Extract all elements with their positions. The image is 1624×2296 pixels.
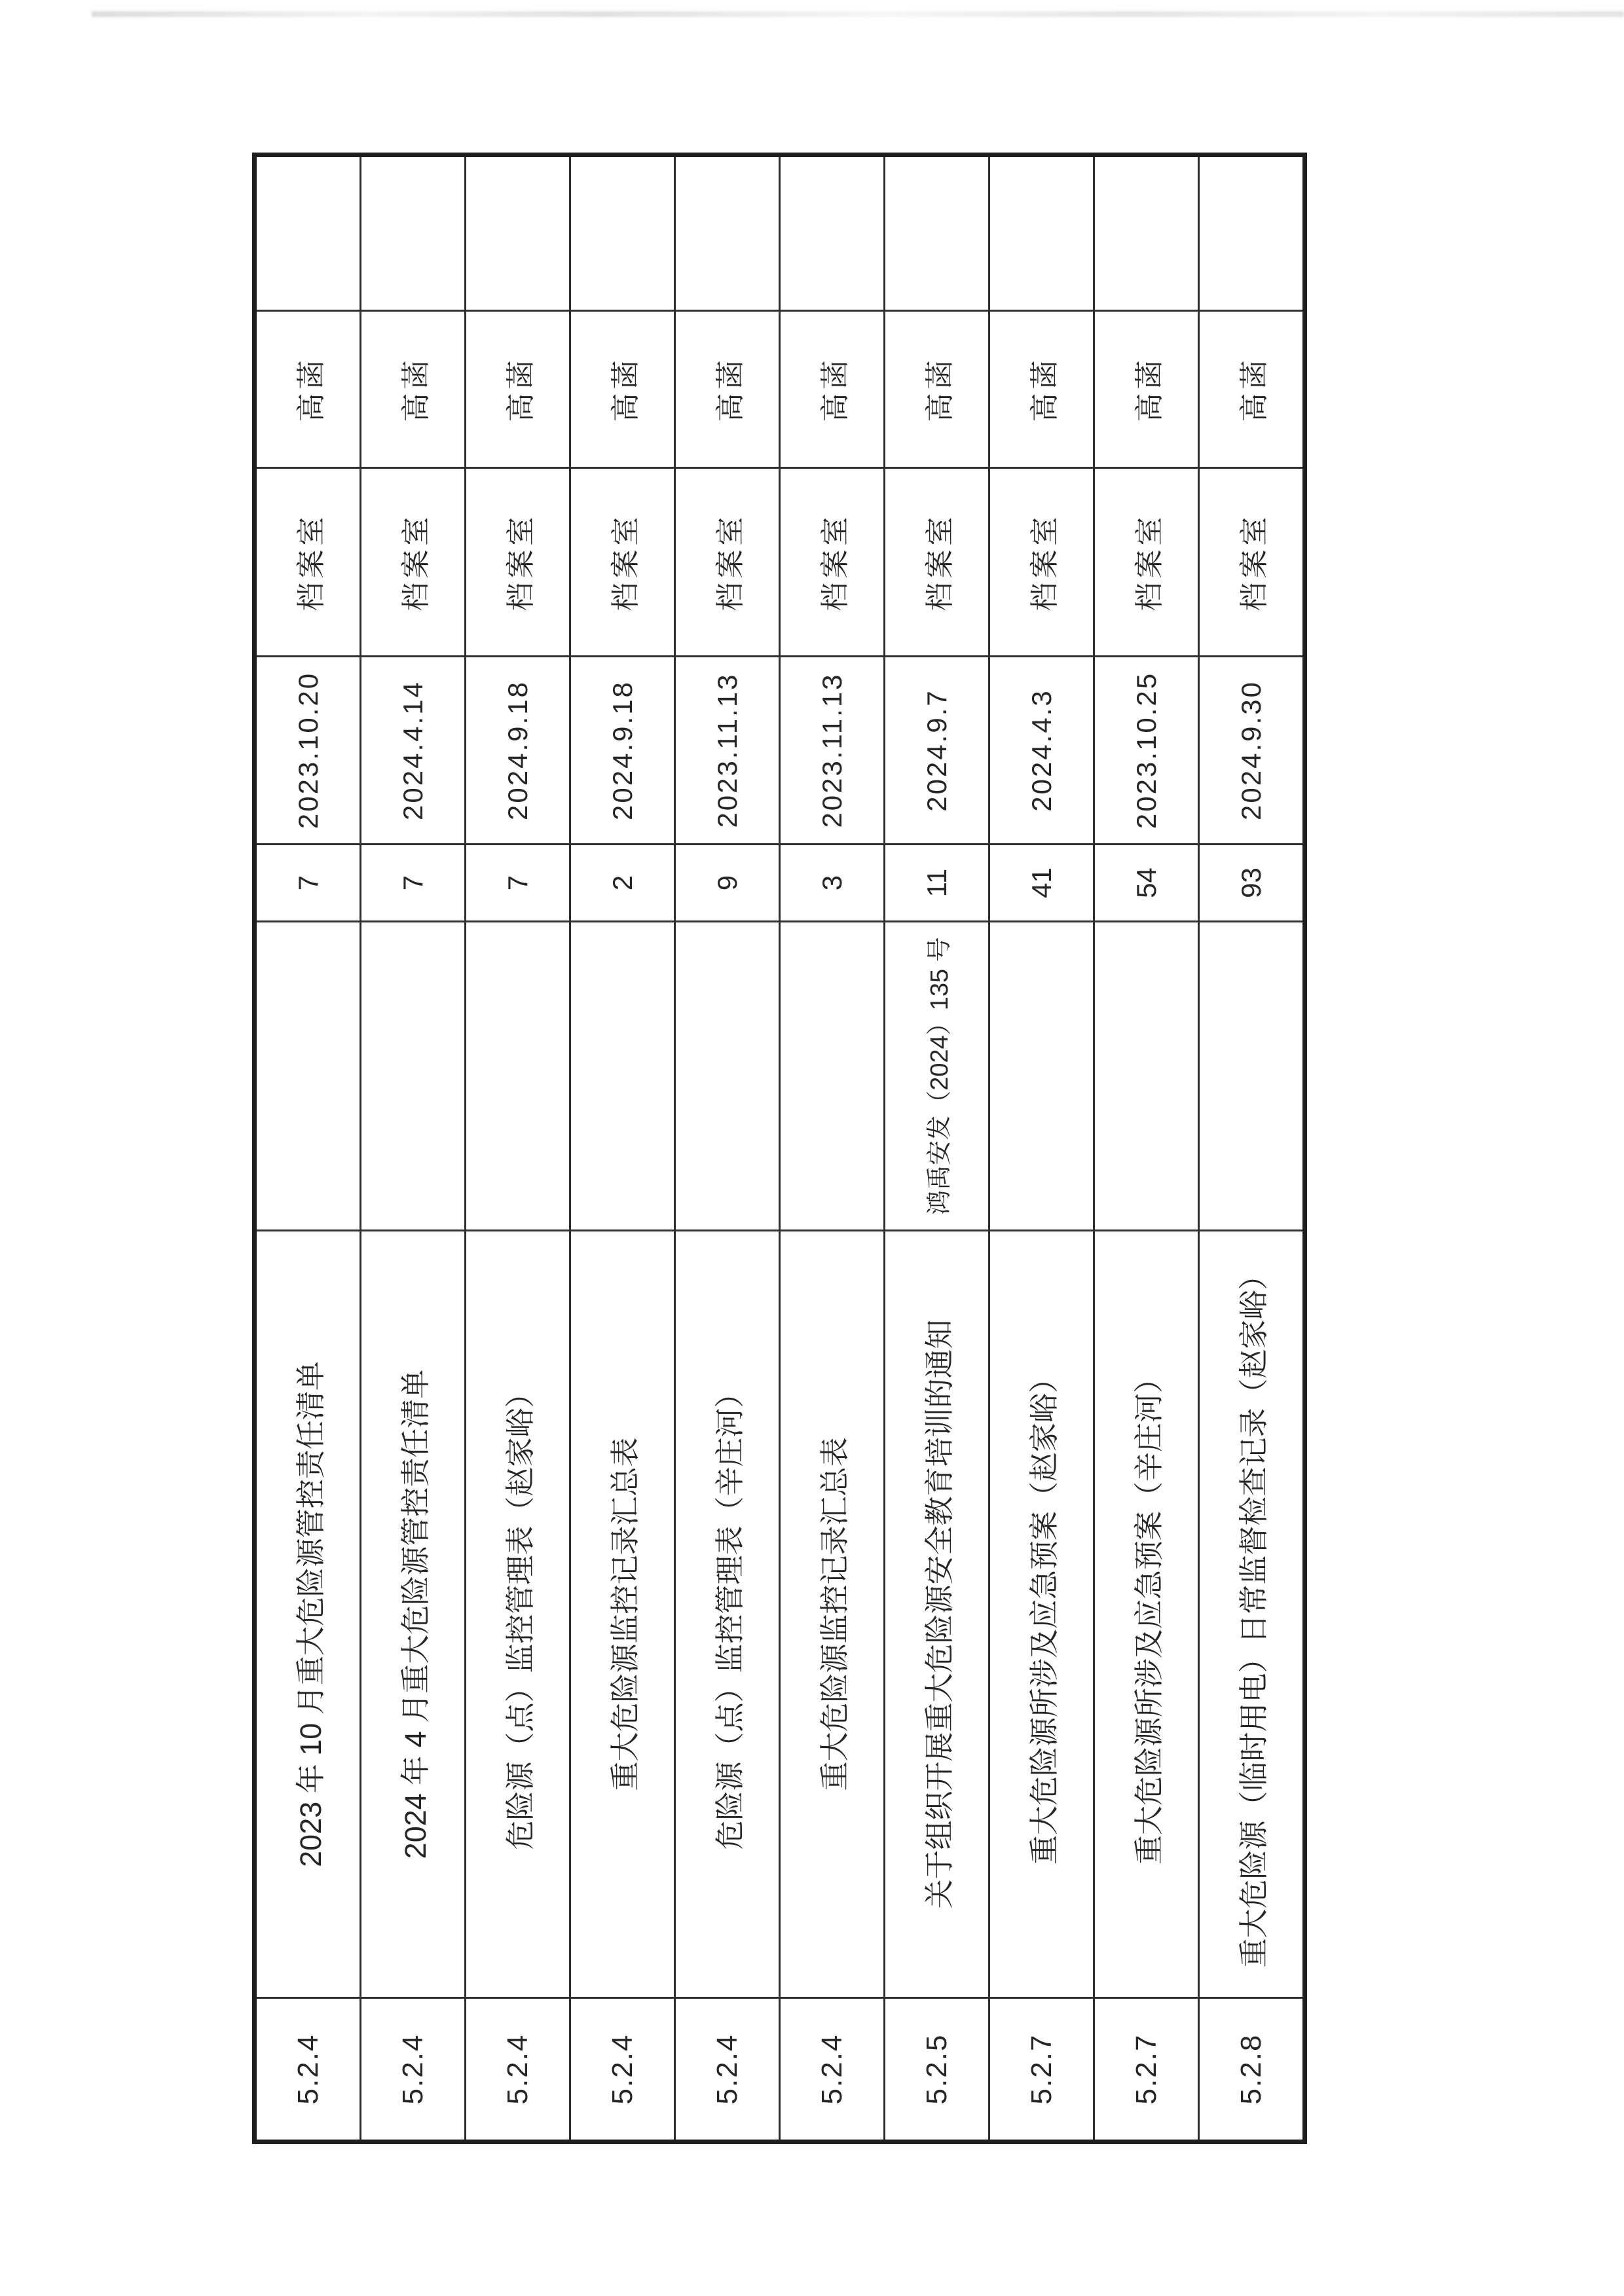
rotated-table-region: [252, 156, 1282, 2144]
date-cell: 2024.9.30: [1199, 657, 1305, 845]
handler-name-cell: 高菡: [780, 311, 885, 468]
sheet-count-cell: 3: [780, 845, 885, 922]
storage-location-cell: 档案室: [989, 468, 1094, 657]
table-row: [570, 155, 675, 2142]
sheet-count-cell: 7: [255, 845, 361, 922]
sheet-count-cell: 9: [675, 845, 780, 922]
handler-name-cell: 高菡: [255, 311, 361, 468]
date-cell: 2024.9.7: [885, 657, 989, 845]
index-code-cell: 5.2.8: [1199, 1998, 1305, 2142]
document-title-cell: 重大危险源所涉及应急预案（赵家峪）: [989, 1231, 1094, 1998]
document-number-cell: [989, 922, 1094, 1231]
table-row: [255, 155, 361, 2142]
document-title-cell: 2024 年 4 月重大危险源管控责任清单: [361, 1231, 466, 1998]
handler-name-cell: 高菡: [989, 311, 1094, 468]
handler-name-cell: 高菡: [885, 311, 989, 468]
index-code-cell: 5.2.4: [675, 1998, 780, 2142]
remark-cell: [675, 155, 780, 311]
storage-location-cell: 档案室: [675, 468, 780, 657]
index-code-cell: 5.2.5: [885, 1998, 989, 2142]
document-number-cell: [361, 922, 466, 1231]
sheet-count-cell: 7: [466, 845, 570, 922]
document-title-cell: 危险源（点）监控管理表（赵家峪）: [466, 1231, 570, 1998]
document-title-cell: 危险源（点）监控管理表（辛庄河）: [675, 1231, 780, 1998]
handler-name-cell: 高菡: [570, 311, 675, 468]
storage-location-cell: 档案室: [466, 468, 570, 657]
handler-name-cell: 高菡: [675, 311, 780, 468]
table-row: [989, 155, 1094, 2142]
date-cell: 2024.9.18: [570, 657, 675, 845]
scan-artifact-streak: [92, 11, 1624, 17]
document-number-cell: [466, 922, 570, 1231]
sheet-count-cell: 11: [885, 845, 989, 922]
date-cell: 2024.4.3: [989, 657, 1094, 845]
remark-cell: [989, 155, 1094, 311]
remark-cell: [570, 155, 675, 311]
table-row: [780, 155, 885, 2142]
document-number-cell: [675, 922, 780, 1231]
index-code-cell: 5.2.4: [466, 1998, 570, 2142]
document-title-cell: 重大危险源所涉及应急预案（辛庄河）: [1094, 1231, 1199, 1998]
document-number-cell: [570, 922, 675, 1231]
index-code-cell: 5.2.4: [780, 1998, 885, 2142]
date-cell: 2023.10.20: [255, 657, 361, 845]
handler-name-cell: 高菡: [1199, 311, 1305, 468]
storage-location-cell: 档案室: [570, 468, 675, 657]
date-cell: 2024.9.18: [466, 657, 570, 845]
document-number-cell: 鸿禹安发（2024）135 号: [885, 922, 989, 1231]
storage-location-cell: 档案室: [885, 468, 989, 657]
handler-name-cell: 高菡: [361, 311, 466, 468]
remark-cell: [1199, 155, 1305, 311]
sheet-count-cell: 93: [1199, 845, 1305, 922]
storage-location-cell: 档案室: [1094, 468, 1199, 657]
remark-cell: [780, 155, 885, 311]
table-row: [675, 155, 780, 2142]
storage-location-cell: 档案室: [1199, 468, 1305, 657]
index-code-cell: 5.2.7: [1094, 1998, 1199, 2142]
index-code-cell: 5.2.4: [361, 1998, 466, 2142]
remark-cell: [885, 155, 989, 311]
document-title-cell: 重大危险源监控记录汇总表: [780, 1231, 885, 1998]
table-row: [885, 155, 989, 2142]
remark-cell: [255, 155, 361, 311]
date-cell: 2023.10.25: [1094, 657, 1199, 845]
table-row: [466, 155, 570, 2142]
document-number-cell: [1199, 922, 1305, 1231]
archive-index-table: [252, 153, 1307, 2144]
date-cell: 2023.11.13: [675, 657, 780, 845]
handler-name-cell: 高菡: [466, 311, 570, 468]
handler-name-cell: 高菡: [1094, 311, 1199, 468]
index-code-cell: 5.2.4: [255, 1998, 361, 2142]
table-row: [1094, 155, 1199, 2142]
remark-cell: [1094, 155, 1199, 311]
table-row: [361, 155, 466, 2142]
document-title-cell: 关于组织开展重大危险源安全教育培训的通知: [885, 1231, 989, 1998]
storage-location-cell: 档案室: [361, 468, 466, 657]
sheet-count-cell: 54: [1094, 845, 1199, 922]
sheet-count-cell: 41: [989, 845, 1094, 922]
sheet-count-cell: 2: [570, 845, 675, 922]
remark-cell: [466, 155, 570, 311]
table-rotator: [252, 156, 1282, 2144]
table-row: [1199, 155, 1305, 2142]
index-code-cell: 5.2.4: [570, 1998, 675, 2142]
document-title-cell: 2023 年 10 月重大危险源管控责任清单: [255, 1231, 361, 1998]
storage-location-cell: 档案室: [780, 468, 885, 657]
document-number-cell: [255, 922, 361, 1231]
document-title-cell: 重大危险源（临时用电）日常监督检查记录（赵家峪）: [1199, 1231, 1305, 1998]
storage-location-cell: 档案室: [255, 468, 361, 657]
document-number-cell: [1094, 922, 1199, 1231]
document-title-cell: 重大危险源监控记录汇总表: [570, 1231, 675, 1998]
remark-cell: [361, 155, 466, 311]
sheet-count-cell: 7: [361, 845, 466, 922]
index-code-cell: 5.2.7: [989, 1998, 1094, 2142]
document-number-cell: [780, 922, 885, 1231]
date-cell: 2023.11.13: [780, 657, 885, 845]
date-cell: 2024.4.14: [361, 657, 466, 845]
table-body: [255, 155, 1305, 2142]
